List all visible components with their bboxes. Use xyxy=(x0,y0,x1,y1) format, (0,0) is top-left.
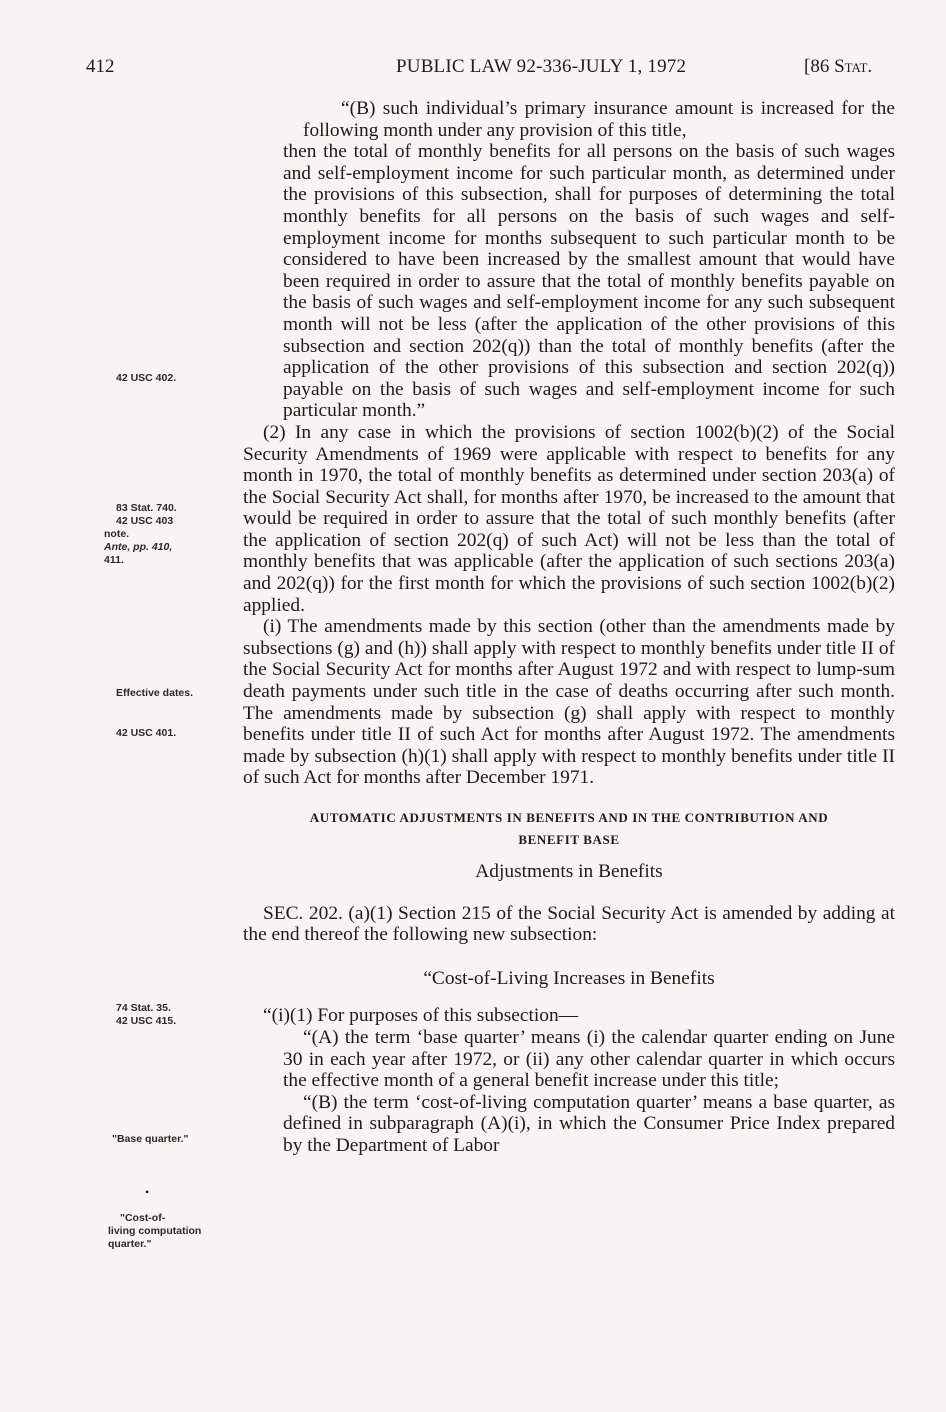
section-heading-caps-line1: AUTOMATIC ADJUSTMENTS IN BENEFITS AND IN THE CONTRIBUTION AND xyxy=(309,810,829,825)
page-header xyxy=(0,56,946,86)
definition-b: “(B) the term ‘cost-of-living computation quarter’ means a base quarter, as defined in subparagraph (A)(i), in which the Consumer Price Index prepared by the Department of Labor xyxy=(283,1091,895,1156)
subheading: Adjustments in Benefits xyxy=(475,861,663,882)
margin-note-83-stat-740 xyxy=(104,502,242,567)
paragraph-2: (2) In any case in which the provisions of section 1002(b)(2) of the Social Security Amendments of 1969 were applicable with respect to benefits for any month in 1970, the total of monthly benefits as determined under section 203(a) of the Social Security Act shall, for months after 1970, be increased to the amount that would be required in order to assure that the total of such monthly benefits (after the application of section 202(q) of such Act) will not be less than the total of monthly benefits that was applicable (after the application of such sections 203(a) and 202(q)) for the first month for which the provisions of such section 1002(b)(2) applied. xyxy=(243,421,895,616)
margin-line: 83 Stat. 740. xyxy=(116,502,177,514)
margin-note-42-usc-401: 42 USC 401. xyxy=(116,727,177,739)
margin-line: 42 USC 415. xyxy=(116,1015,177,1027)
margin-line: "Cost-of- xyxy=(120,1212,166,1224)
section-202: SEC. 202. (a)(1) Section 215 of the Social Security Act is amended by adding at the end thereof the following new subsection: xyxy=(243,902,895,946)
margin-note-42-usc-402: 42 USC 402. xyxy=(116,372,177,384)
page-number: 412 xyxy=(86,56,115,77)
margin-line xyxy=(104,541,242,554)
margin-line-ante: Ante, pp. 410, xyxy=(104,541,173,553)
running-title: PUBLIC LAW 92-336-JULY 1, 1972 xyxy=(396,56,687,77)
bullet-mark: • xyxy=(145,1185,150,1199)
margin-note-base-quarter: "Base quarter." xyxy=(112,1133,189,1145)
margin-line: quarter." xyxy=(108,1238,152,1250)
then-paragraph: then the total of monthly benefits for all persons on the basis of such wages and self-employment income for such particular month, as determined under the provisions of this subsection, shall for purposes of determining the total monthly benefits for all persons on the basis of such wages and self-employment income for months subsequent to such particular month to be considered to have been increased by the smallest amount that would have been required in order to assure that the total of monthly benefits payable on the basis of such wages and self-employment income for any such subsequent month will not be less (after the application of the other provisions of this subsection and section 202(q)) than the total of monthly benefits (after the application of the other provisions of this subsection and section 202(q)) payable on the basis of such wages and self-employment income for such particular month.” xyxy=(283,141,895,422)
definition-a: “(A) the term ‘base quarter’ means (i) the calendar quarter ending on June 30 in each year after 1972, or (ii) any other calendar quarter in which occurs the effective month of a general benefit increase under this title; xyxy=(283,1026,895,1092)
statute-reference: [86 Stat. xyxy=(804,56,873,77)
body-text-block xyxy=(243,98,895,1157)
margin-line: 42 USC 403 xyxy=(116,515,174,527)
margin-line: 74 Stat. 35. xyxy=(116,1002,171,1014)
margin-line: note. xyxy=(104,528,130,540)
margin-note-74-stat-35 xyxy=(116,1002,242,1028)
margin-line: living computation xyxy=(108,1225,202,1237)
margin-line: 411. xyxy=(104,554,124,566)
paragraph-i: (i) The amendments made by this section (other than the amendments made by subsections (g) and (h)) shall apply with respect to monthly benefits under title II of the Social Security Act for months after August 1972 and with respect to lump-sum death payments under such title in the case of deaths occurring after such month. The amendments made by subsection (g) shall apply with respect to monthly benefits under title II of such Act for months after August 1972. The amendments made by subsection (h)(1) shall apply with respect to monthly benefits under title II of such Act for months after December 1971. xyxy=(243,616,895,789)
subsection-i-1: “(i)(1) For purposes of this subsection— xyxy=(263,1005,579,1027)
section-heading-caps-line2: BENEFIT BASE xyxy=(518,832,620,847)
margin-note-cost-of-living xyxy=(108,1212,234,1251)
paragraph-b xyxy=(243,98,895,141)
paragraph-b-text: “(B) such individual’s primary insurance amount is increased for the following month under any provision of this title, xyxy=(303,98,895,141)
margin-note-effective-dates: Effective dates. xyxy=(116,687,194,699)
cost-of-living-heading: “Cost-of-Living Increases in Benefits xyxy=(423,967,715,989)
